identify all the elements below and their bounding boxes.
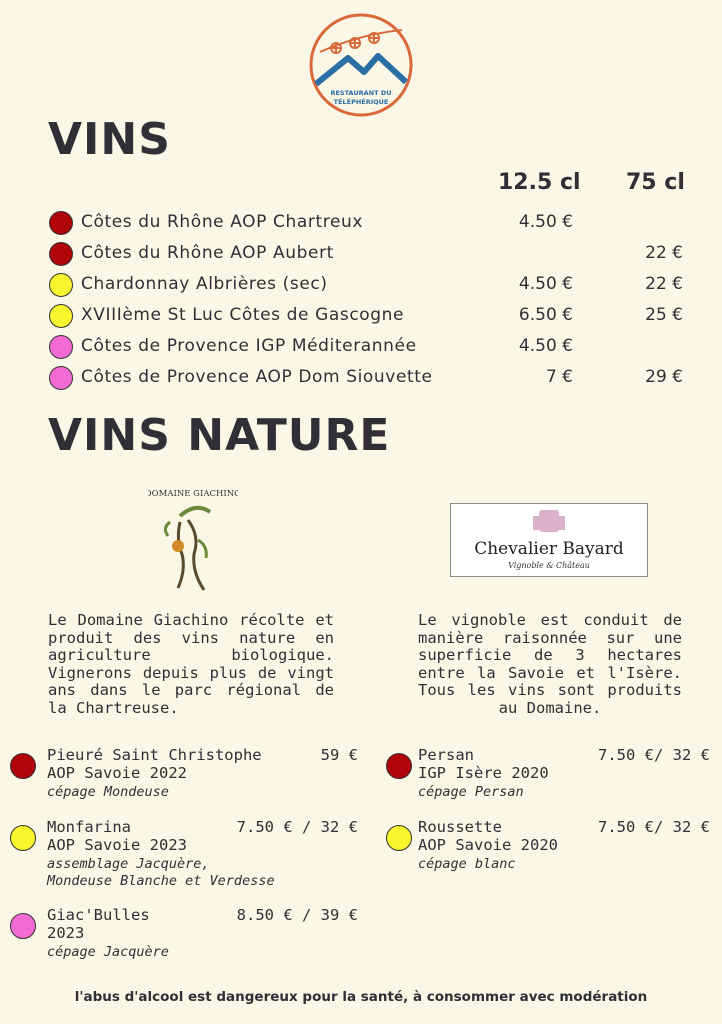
wine-name: Côtes de Provence AOP Dom Siouvette: [81, 367, 433, 387]
wine-color-dot: [49, 211, 73, 235]
wine-price: 7.50 € / 32 €: [236, 818, 358, 836]
wine-color-dot: [10, 913, 36, 939]
wine-price: 7.50 €/ 32 €: [598, 746, 710, 764]
wine-color-dot: [49, 366, 73, 390]
bayard-logo-subtext: Vignoble & Château: [508, 561, 590, 570]
bayard-description: Le vignoble est conduit de manière raisonnée sur une superficie de 3 hectares entre la Savoie et l'Isère. Tous les vins sont produits au Domaine.: [418, 611, 682, 717]
logo-text-line1: RESTAURANT DU: [330, 89, 392, 97]
col-header-75cl: 75 cl: [626, 170, 685, 195]
wine-price: 8.50 € / 39 €: [236, 906, 358, 924]
price-12cl: 6.50 €: [518, 305, 573, 325]
price-75cl: 22 €: [645, 274, 683, 294]
wine-color-dot: [49, 273, 73, 297]
wine-grape-variety: cépage blanc: [418, 856, 516, 872]
wine-name: Côtes du Rhône AOP Aubert: [81, 243, 334, 263]
wine-color-dot: [386, 825, 412, 851]
price-75cl: 22 €: [645, 243, 683, 263]
health-warning: l'abus d'alcool est dangereux pour la santé, à consommer avec modération: [74, 989, 648, 1005]
wine-grape-variety: cépage Mondeuse: [47, 784, 169, 800]
wine-name: Giac'Bulles 2023: [47, 906, 150, 942]
giachino-logo-text: DOMAINE GIACHINO: [148, 489, 238, 499]
giachino-logo: [148, 480, 238, 600]
chevalier-bayard-logo: [450, 503, 648, 577]
wine-color-dot: [386, 753, 412, 779]
wine-grape-variety: assemblage Jacquère, Mondeuse Blanche et Verdesse: [47, 856, 275, 889]
wine-price: 59 €: [320, 746, 358, 764]
vins-nature-title: VINS NATURE: [48, 410, 391, 461]
wine-price: 7.50 €/ 32 €: [598, 818, 710, 836]
wine-name: Côtes de Provence IGP Méditerannée: [81, 336, 417, 356]
vins-title: VINS: [48, 114, 171, 165]
col-header-12cl: 12.5 cl: [498, 170, 581, 195]
wine-grape-variety: cépage Jacquère: [47, 944, 169, 960]
bayard-logo-text: Chevalier Bayard: [474, 539, 624, 559]
wine-name: Persan IGP Isère 2020: [418, 746, 549, 782]
wine-name: Monfarina AOP Savoie 2023: [47, 818, 187, 854]
wine-color-dot: [49, 242, 73, 266]
price-12cl: 4.50 €: [518, 336, 573, 356]
wine-color-dot: [10, 825, 36, 851]
wine-color-dot: [49, 304, 73, 328]
price-75cl: 25 €: [645, 305, 683, 325]
restaurant-logo: [308, 12, 414, 118]
wine-grape-variety: cépage Persan: [418, 784, 524, 800]
wine-color-dot: [49, 335, 73, 359]
price-75cl: 29 €: [645, 367, 683, 387]
price-12cl: 4.50 €: [518, 274, 573, 294]
price-12cl: 4.50 €: [518, 212, 573, 232]
wine-name: Roussette AOP Savoie 2020: [418, 818, 558, 854]
giachino-description: Le Domaine Giachino récolte et produit des vins nature en agriculture biologique. Vignerons depuis plus de vingt ans dans le parc régional de la Chartreuse.: [48, 611, 334, 717]
wine-name: XVIIIème St Luc Côtes de Gascogne: [81, 305, 405, 325]
logo-text-line2: TÉLÉPHÉRIQUE: [333, 98, 389, 106]
wine-name: Chardonnay Albrières (sec): [81, 274, 328, 294]
price-12cl: 7 €: [545, 367, 573, 387]
wine-color-dot: [10, 753, 36, 779]
wine-name: Côtes du Rhône AOP Chartreux: [81, 212, 364, 232]
wine-name: Pieuré Saint Christophe AOP Savoie 2022: [47, 746, 262, 782]
